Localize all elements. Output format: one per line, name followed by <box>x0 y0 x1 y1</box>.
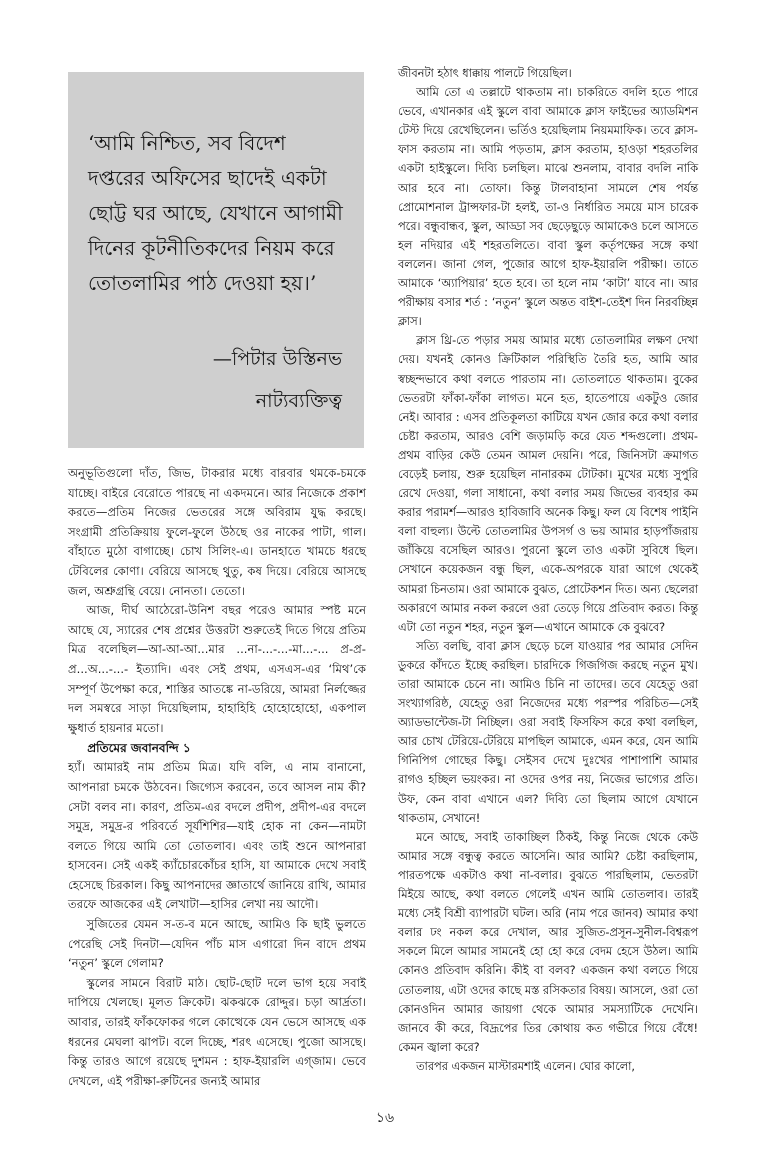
epigraph-quote: ‘আমি নিশ্চিত, সব বিদেশ দপ্তরের অফিসের ছাদেই একটা ছোট্ট ঘর আছে, যেখানে আগামী দিনের কূটনীতিকদের নিয়ম করে তোতলামির পাঠ দেওয়া হয়।’ <box>88 131 343 295</box>
epigraph-attribution <box>213 338 342 422</box>
paragraph: অনুভূতিগুলো দাঁত, জিভ, টাকরার মধ্যে বারবার থমকে-চমকে যাচ্ছে। বাইরে বেরোতে পারছে না একদমনে। আর নিজেকে প্রকাশ করতে—প্রতিম নিজের ভেতরের সঙ্গে অবিরাম যুদ্ধ করছে। সংগ্রামী প্রতিক্রিয়ায় ফুলে-ফুলে উঠছে ওর নাকের পাটা, গাল। বাঁহাতে মুঠো বাগাচ্ছে। চোখ সিলিং-এ। ডানহাতে খামচে ধরছে টেবিলের কোণা। বেরিয়ে আসছে থুতু, কষ দিয়ে। বেরিয়ে আসছে জল, অশ্রুগ্রন্থি বেয়ে। নোনতা। তেতো। <box>68 466 366 598</box>
paragraph: সত্যি বলছি, বাবা ক্লাস ছেড়ে চলে যাওয়ার পর আমার সেদিন ডুকরে কাঁদতে ইচ্ছে করছিল। চারদিকে গিজগিজ করছে নতুন মুখ। তারা আমাকে চেনে না। আমিও চিনি না তাদের। তবে যেহেতু ওরা সংখ্যাগরিষ্ঠ, যেহেতু ওরা নিজেদের মধ্যে পরস্পর পরিচিত—সেই অ্যাডভান্টেজ-টা নিচ্ছিল। ওরা সবাই ফিসফিস করে কথা বলছিল, আর চোখ টেরিয়ে-টেরিয়ে মাপছিল আমাকে, এমন করে, যেন আমি গিনিপিগ গোছের কিছু। সেইসব দেখে দুঃখের পাশাপাশি আমার রাগও হচ্ছিল ভয়ংকর। না ওদের ওপর নয়, নিজের ভাগ্যের প্রতি। উফ, কেন বাবা এখানে এল? দিব্যি তো ছিলাম আগে যেখানে থাকতাম, সেখানে! <box>398 639 698 825</box>
paragraph: তারপর একজন মাস্টারমশাই এলেন। ঘোর কালো, <box>416 1059 636 1073</box>
paragraph: আজ, দীর্ঘ আঠেরো-উনিশ বছর পরেও আমার স্পষ্ট মনে আছে যে, স্যারের শেষ প্রশ্নের উত্তরটা শুরুতেই দিতে গিয়ে প্রতিম মিত্র বলেছিল—আ-আ-আ...মার ...না-...-...-মা...-... প্র-প্র-প্র...অ...-...- ইত্যাদি। এবং সেই প্রথম, এসএস-এর ‘মিথ’কে সম্পূর্ণ উপেক্ষা করে, শাস্তির আতঙ্কে না-ডরিয়ে, আমরা নির্লজ্জের দল সমস্বরে সাড়া দিয়েছিলাম, হাহাহিহি হোহোহোহো, একপাল ক্ষুধার্ত হায়নার মতো। <box>68 603 366 735</box>
left-text-column <box>68 464 366 1091</box>
paragraph: জীবনটা হঠাৎ ধাক্কায় পালটে গিয়েছিল। <box>398 67 572 80</box>
paragraph: স্কুলের সামনে বিরাট মাঠ। ছোট-ছোট দলে ভাগ হয়ে সবাই দাপিয়ে খেলছে। মূলত ক্রিকেট। ঝকঝকে রোদ্দুর। চড়া আর্দ্রতা। আবার, তারই ফাঁকফোকর গলে কোত্থেকে যেন ভেসে আসছে এক ধরনের মেঘলা ঝাপট। বলে দিচ্ছে, শরৎ এসেছে। পুজো আসছে। কিন্তু তারও আগে রয়েছে দুশমন : হাফ-ইয়ারলি এগ্‌জাম। ভেবে দেখলে, এই পরীক্ষা-রুটিনের জন্যই আমার <box>68 975 366 1088</box>
paragraph: আমি তো এ তল্লাটে থাকতাম না। চাকরিতে বদলি হতে পারে ভেবে, এখানকার এই স্কুলে বাবা আমাকে ক্লাস ফাইভের অ্যাডমিশন টেস্ট দিয়ে রেখেছিলেন। ভর্তিও হয়েছিলাম নিয়মমাফিক। তবে ক্লাস-ফাস করতাম না। আমি পড়তাম, ক্লাস করতাম, হাওড়া শহরতলির একটা হাইস্কুলে। দিব্যি চলছিল। মাঝে শুনলাম, বাবার বদলি নাকি আর হবে না। তোফা। কিন্তু টালবাহানা সামলে শেষ পর্যন্ত প্রোমোশনাল ট্রান্সফার-টা হলই, তা-ও নির্ধারিত সময়ে মাস চারেক পরে। বন্ধুবান্ধব, স্কুল, আড্ডা সব ছেড়েছুড়ে আমাকেও চলে আসতে হল নদিয়ার এই শহরতলিতে। বাবা স্কুল কর্তৃপক্ষের সঙ্গে কথা বললেন। জানা গেল, পুজোর আগে হাফ-ইয়ারলি পরীক্ষা। তাতে আমাকে ‘অ্যাপিয়ার’ হতে হবে। তা হলে নাম ‘কাটা’ যাবে না। আর পরীক্ষায় বসার শর্ত : ‘নতুন’ স্কুলে অন্তত বাইশ-তেইশ দিন নিরবচ্ছিন্ন ক্লাস। <box>398 86 698 329</box>
paragraph: ক্লাস থ্রি-তে পড়ার সময় আমার মধ্যে তোতলামির লক্ষণ দেখা দেয়। যখনই কোনও ক্রিটিকাল পরিস্থিতি তৈরি হত, আমি আর স্বচ্ছন্দভাবে কথা বলতে পারতাম না। তোতলাতে থাকতাম। বুকের ভেতরটা ফাঁকা-ফাঁকা লাগত। মনে হত, হাতেপায়ে একটুও জোর নেই। আবার : এসব প্রতিকূলতা কাটিয়ে যখন জোর করে কথা বলার চেষ্টা করতাম, আরও বেশি জড়ামড়ি করে যেত শব্দগুলো। প্রথম-প্রথম বাড়ির কেউ তেমন আমল দেয়নি। পরে, জিনিসটা ক্রমাগত বেড়েই চলায়, শুরু হয়েছিল নানারকম টোটকা। মুখের মধ্যে সুপুরি রেখে দেওয়া, গলা সাধানো, কথা বলার সময় জিভের ব্যবহার কম করার পরামর্শ—আরও হাবিজাবি অনেক কিছু। ফল যে বিশেষ পাইনি বলা বাহুল্য। উল্টে তোতলামির উপসর্গ ও ভয় আমার হাড়পাঁজরায় জাঁকিয়ে বসেছিল আরও। পুরনো স্কুলে তাও একটা সুবিধে ছিল। সেখানে কয়েকজন বন্ধু ছিল, একে-অপরকে যারা আগে থেকেই আমরা চিনতাম। ওরা আমাকে বুঝত, প্রোটেকশন দিত। অন্য ছেলেরা অকারণে আমার নকল করলে ওরা তেড়ে গিয়ে প্রতিবাদ করত। কিন্তু এটা তো নতুন শহর, নতুন স্কুল—এখানে আমাকে কে বুঝবে? <box>398 334 698 634</box>
right-text-column <box>398 64 698 1076</box>
epigraph-author: —পিটার উস্তিনভ <box>212 348 342 370</box>
paragraph: মনে আছে, সবাই তাকাচ্ছিল ঠিকই, কিন্তু নিজে থেকে কেউ আমার সঙ্গে বন্ধুত্ব করতে আসেনি। আর আমি? চেষ্টা করছিলাম, পারতপক্ষে একটাও কথা না-বলার। বুঝতে পারছিলাম, ভেতরটা মিইয়ে আছে, কথা বলতে গেলেই এখন আমি তোতলাব। তারই মধ্যে সেই বিশ্রী ব্যাপারটা ঘটল। অরি (নাম পরে জানব) আমার কথা বলার ঢং নকল করে দেখাল, আর সুজিত-প্রসূন-সুনীল-বিশ্বরূপ সকলে মিলে আমার সামনেই হো হো করে বেদম হেসে উঠল। আমি কোনও প্রতিবাদ করিনি। কীই বা বলব? একজন কথা বলতে গিয়ে তোতলায়, এটা ওদের কাছে মস্ত রসিকতার বিষয়। আসলে, ওরা তো কোনওদিন আমার জায়গা থেকে আমার সমস্যাটিকে দেখেনি। জানবে কী করে, বিদ্রূপের তির কোথায় কত গভীরে গিয়ে বেঁধে! কেমন জ্বালা করে? <box>398 830 698 1054</box>
epigraph-author-role: নাট্যব্যক্তিত্ব <box>255 390 342 412</box>
epigraph-box <box>68 72 364 448</box>
paragraph: সুজিতের যেমন স-ত-ব মনে আছে, আমিও কি ছাই ভুলতে পেরেছি সেই দিনটা—যেদিন পাঁচ মাস এগারো দিন বাদে প্রথম ‘নতুন’ স্কুলে গেলাম? <box>68 917 366 971</box>
paragraph: হ্যাঁ। আমারই নাম প্রতিম মিত্র। যদি বলি, এ নাম বানানো, আপনারা চমকে উঠবেন। জিগ্যেস করবেন, তবে আসল নাম কী? সেটা বলব না। কারণ, প্রতিম-এর বদলে প্রদীপ, প্রদীপ-এর বদলে সমুদ্র, সমুদ্র-র পরিবর্তে সূর্যশিশির—যাই হোক না কেন—নামটা বলতে গিয়ে আমি তো তোতলাব। এবং তাই শুনে আপনারা হাসবেন। সেই একই ক্যাঁচোরকোঁচর হাসি, যা আমাকে দেখে সবাই হেসেছে চিরকাল। কিছু আপনাদের জ্ঞাতার্থে জানিয়ে রাখি, আমার তরফে আজকের এই লেখাটা—হাসির লেখা নয় আদৌ। <box>68 760 366 912</box>
section-heading: প্রতিমের জবানবন্দি ১ <box>87 741 191 756</box>
page-number: ১৬ <box>375 1110 395 1126</box>
